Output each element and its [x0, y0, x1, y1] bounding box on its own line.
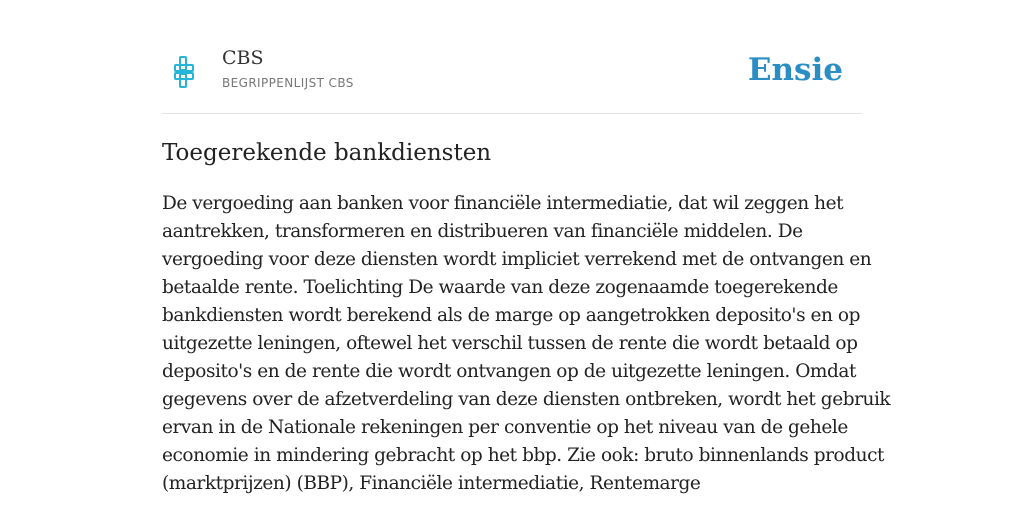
definition-line: deposito's en de rente die wordt ontvangen op de uitgezette leningen. Omdat: [162, 361, 856, 382]
definition-line: gegevens over de afzetverdeling van deze diensten ontbreken, wordt het gebruik: [162, 389, 891, 410]
term-definition: [162, 190, 891, 498]
definition-line: (marktprijzen) (BBP), Financiële intermediatie, Rentemarge: [162, 473, 701, 494]
header: [162, 40, 862, 113]
cbs-logo-icon: [174, 56, 198, 88]
definition-line: vergoeding voor deze diensten wordt impliciet verrekend met de ontvangen en: [162, 249, 872, 270]
definition-line: aantrekken, transformeren en distribueren van financiële middelen. De: [162, 221, 803, 242]
definition-line: betaalde rente. Toelichting De waarde van deze zogenaamde toegerekende: [162, 277, 838, 298]
ensie-brand-link[interactable]: Ensie: [747, 52, 843, 88]
term-title: Toegerekende bankdiensten: [162, 140, 492, 166]
source-name: CBS: [222, 47, 264, 69]
definition-line: uitgezette leningen, oftewel het verschil tussen de rente die wordt betaald op: [162, 333, 858, 354]
definition-line: bankdiensten wordt berekend als de marge op aangetrokken deposito's en op: [162, 305, 861, 326]
definition-line: ervan in de Nationale rekeningen per conventie op het niveau van de gehele: [162, 417, 848, 438]
header-divider: [162, 113, 862, 114]
definition-line: economie in mindering gebracht op het bbp. Zie ook: bruto binnenlands product: [162, 445, 884, 466]
source-subtitle: BEGRIPPENLIJST CBS: [222, 76, 354, 90]
definition-line: De vergoeding aan banken voor financiële intermediatie, dat wil zeggen het: [162, 193, 844, 214]
